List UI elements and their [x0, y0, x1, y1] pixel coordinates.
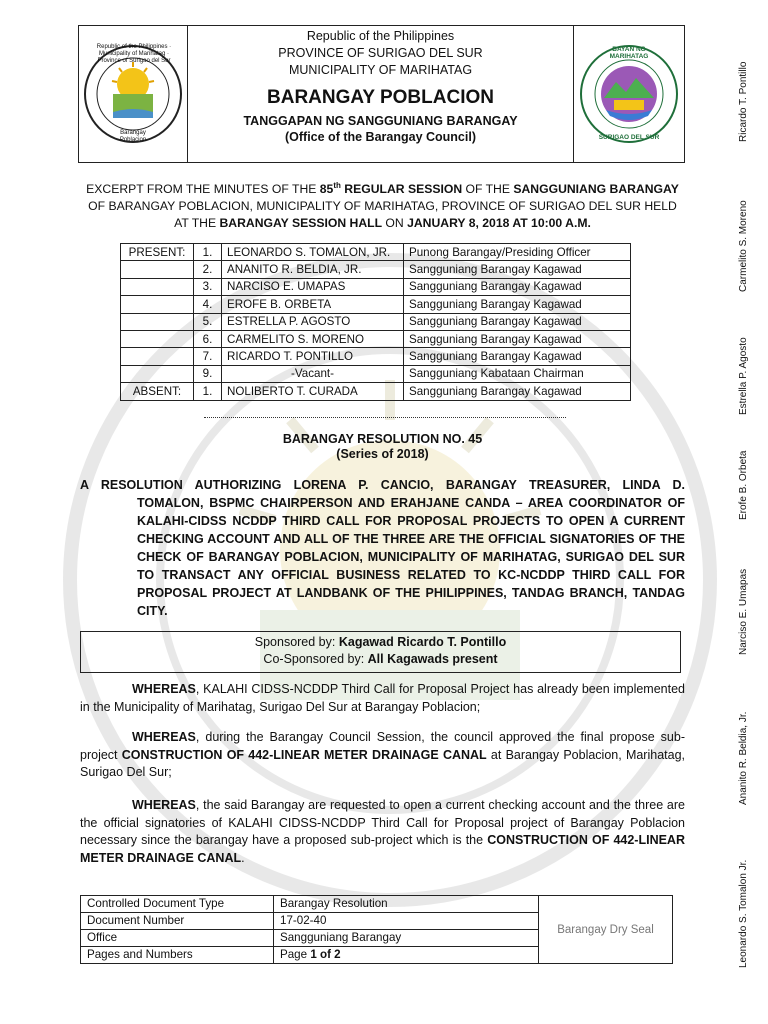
signature-moreno: Carmelito S. Moreno [738, 200, 749, 292]
signature-orbeta: Erofe B. Orbeta [738, 450, 749, 520]
resolution-number: BARANGAY RESOLUTION NO. 45 [282, 432, 483, 446]
attendance-position: Sangguniang Barangay Kagawad [404, 296, 631, 313]
attendance-status [121, 261, 194, 278]
resolution-title-rest: TOMALON, BSPMC CHAIRPERSON AND ERAHJANE CANDA – AREA COORDINATOR OF KALAHI-CIDSS NCDDP THIRD CALL FOR PROPOSAL PROJECTS TO OPEN A CURRENT CHECKING ACCOUNT AND ALL OF THE THREE ARE THE OFFICIAL SIGNATORIES OF THE CHECK OF BARANGAY POBLACION, MUNICIPALITY OF MARIHATAG, SURIGAO DEL SUR TO TRANSACT ANY OFFICIAL BUSINESS RELATED TO KC-NCDDP THIRD CALL FOR PROPOSAL PROJECT AT LANDBANK OF THE PHILIPPINES, TANDAG BRANCH, TANDAG CITY. [137, 496, 685, 618]
excerpt-text: ON [382, 216, 408, 231]
resolution-heading [80, 432, 685, 462]
signature-pontillo: Ricardo T. Pontillo [738, 61, 749, 142]
attendance-position: Sangguniang Barangay Kagawad [404, 348, 631, 365]
attendance-number: 4. [194, 296, 222, 313]
whereas-lead: WHEREAS [132, 682, 196, 696]
table-row [121, 278, 631, 295]
right-seal-bottom-text: SURIGAO DEL SUR [598, 134, 660, 141]
attendance-number: 3. [194, 278, 222, 295]
sponsor-value: Kagawad Ricardo T. Pontillo [338, 635, 507, 649]
attendance-position: Sangguniang Barangay Kagawad [404, 383, 631, 400]
attendance-number: 9. [194, 365, 222, 382]
attendance-name: -Vacant- [222, 365, 404, 382]
session-venue: BARANGAY SESSION HALL [219, 216, 383, 231]
signature-beldia: Ananito R. Beldia, Jr. [738, 711, 749, 805]
pages-key: Pages and Numbers [81, 947, 274, 964]
table-row [121, 330, 631, 347]
resolution-series: (Series of 2018) [336, 447, 429, 461]
session-number-suffix: th [333, 181, 341, 190]
session-type: REGULAR SESSION [340, 182, 463, 197]
excerpt-text: OF THE [462, 182, 514, 197]
doc-number-value: 17-02-40 [274, 913, 539, 930]
attendance-position: Sangguniang Kabataan Chairman [404, 365, 631, 382]
left-seal-cell [79, 26, 188, 162]
minutes-excerpt [80, 177, 685, 232]
doc-number-key: Document Number [81, 913, 274, 930]
whereas-text: . [241, 850, 245, 865]
co-sponsor-label: Co-Sponsored by: [263, 652, 368, 666]
whereas-text: , KALAHI CIDSS-NCDDP Third Call for Proposal Project has already been implemented in the Municipality of Marihatag, Surigao Del Sur at Barangay Poblacion; [80, 682, 685, 714]
resolution-title [80, 476, 685, 620]
excerpt-text: OF BARANGAY POBLACION, MUNICIPALITY OF MARIHATAG, PROVINCE OF SURIGAO DEL SUR HELD [88, 199, 677, 214]
excerpt-text: EXCERPT FROM THE MINUTES OF THE [86, 182, 320, 197]
attendance-number: 1. [194, 383, 222, 400]
table-row [121, 313, 631, 330]
attendance-name: RICARDO T. PONTILLO [222, 348, 404, 365]
whereas-lead: WHEREAS [132, 730, 196, 744]
session-number [320, 182, 462, 196]
doc-type-key: Controlled Document Type [81, 896, 274, 913]
attendance-name: NOLIBERTO T. CURADA [222, 383, 404, 400]
attendance-name: ESTRELLA P. AGOSTO [222, 313, 404, 330]
attendance-table [120, 243, 631, 401]
attendance-status: ABSENT: [121, 383, 194, 400]
table-row [121, 365, 631, 382]
pages-value [274, 947, 539, 964]
whereas-text: , during the Barangay Council Session, the council approved the final propose sub-project [80, 730, 685, 762]
co-sponsor-line [81, 651, 680, 668]
attendance-status [121, 313, 194, 330]
letterhead-text [187, 26, 574, 162]
project-name: CONSTRUCTION OF 442-LINEAR METER DRAINAGE CANAL [121, 747, 487, 762]
left-seal-center-text: Barangay Poblacion [119, 130, 147, 143]
attendance-number: 5. [194, 313, 222, 330]
session-date: JANUARY 8, 2018 AT 10:00 A.M. [407, 216, 591, 231]
attendance-status [121, 365, 194, 382]
signature-umapas: Narciso E. Umapas [738, 568, 749, 655]
attendance-status [121, 348, 194, 365]
attendance-number: 2. [194, 261, 222, 278]
office-tagalog: TANGGAPAN NG SANGGUNIANG BARANGAY [243, 114, 518, 128]
attendance-position: Sangguniang Barangay Kagawad [404, 330, 631, 347]
attendance-position: Sangguniang Barangay Kagawad [404, 278, 631, 295]
sponsor-line [81, 634, 680, 651]
pages-count: 1 of 2 [310, 948, 341, 961]
whereas-paragraph-2 [80, 729, 685, 782]
attendance-name: CARMELITO S. MORENO [222, 330, 404, 347]
left-seal-text: Republic of the Philippines · Municipality of Marihatag · Province of Surigao del Sur [96, 44, 172, 64]
table-row [121, 296, 631, 313]
table-row [121, 244, 631, 261]
doc-type-value: Barangay Resolution [274, 896, 539, 913]
whereas-paragraph-3 [80, 797, 685, 867]
attendance-position: Sangguniang Barangay Kagawad [404, 313, 631, 330]
attendance-name: ANANITO R. BELDIA, JR. [222, 261, 404, 278]
whereas-paragraph-1 [80, 681, 685, 716]
attendance-name: NARCISO E. UMAPAS [222, 278, 404, 295]
attendance-name: LEONARDO S. TOMALON, JR. [222, 244, 404, 261]
whereas-lead: WHEREAS [132, 798, 196, 812]
divider [204, 417, 566, 418]
resolution-title-first-line: A RESOLUTION AUTHORIZING LORENA P. CANCIO, BARANGAY TREASURER, LINDA D. [80, 478, 685, 492]
office-key: Office [81, 930, 274, 947]
table-row [121, 383, 631, 400]
pages-prefix: Page [280, 948, 311, 961]
signature-tomalon: Leonardo S. Tomalon Jr. [738, 859, 749, 968]
letterhead [78, 25, 685, 163]
republic-line: Republic of the Philippines [306, 29, 455, 43]
table-row [121, 261, 631, 278]
whereas-text: at Barangay Poblacion, Marihatag, Surigao Del Sur; [80, 747, 686, 779]
right-seal-cell [573, 26, 684, 162]
signature-agosto: Estrella P. Agosto [738, 337, 749, 415]
table-row [121, 348, 631, 365]
attendance-number: 7. [194, 348, 222, 365]
attendance-number: 6. [194, 330, 222, 347]
co-sponsor-value: All Kagawads present [367, 652, 498, 666]
session-number-value: 85 [319, 182, 334, 197]
province-line: PROVINCE OF SURIGAO DEL SUR [278, 46, 483, 60]
attendance-name: EROFE B. ORBETA [222, 296, 404, 313]
sponsor-box [80, 631, 681, 673]
document-control-table [80, 895, 673, 964]
attendance-position: Punong Barangay/Presiding Officer [404, 244, 631, 261]
table-row [81, 896, 673, 913]
sponsor-label: Sponsored by: [254, 635, 339, 649]
project-name: CONSTRUCTION OF 442-LINEAR METER DRAINAGE CANAL [80, 833, 685, 865]
attendance-status [121, 330, 194, 347]
attendance-position: Sangguniang Barangay Kagawad [404, 261, 631, 278]
attendance-number: 1. [194, 244, 222, 261]
dry-seal-cell: Barangay Dry Seal [539, 896, 673, 964]
whereas-text: , the said Barangay are requested to open a current checking account and the three are the official signatories of KALAHI CIDSS-NCDDP Third Call for Proposal project of Barangay Poblacion necessary since the barangay have a proposed sub-project which is the [80, 798, 685, 847]
municipality-line: MUNICIPALITY OF MARIHATAG [288, 63, 473, 77]
council-name: SANGGUNIANG BARANGAY [513, 182, 679, 197]
excerpt-text: AT THE [174, 216, 220, 231]
page-title: BARANGAY POBLACION [267, 87, 494, 108]
right-seal-top-text: BAYAN NG MARIHATAG [609, 46, 649, 60]
office-english: (Office of the Barangay Council) [285, 130, 476, 144]
attendance-status [121, 278, 194, 295]
attendance-status [121, 296, 194, 313]
office-value: Sangguniang Barangay [274, 930, 539, 947]
attendance-status: PRESENT: [121, 244, 194, 261]
